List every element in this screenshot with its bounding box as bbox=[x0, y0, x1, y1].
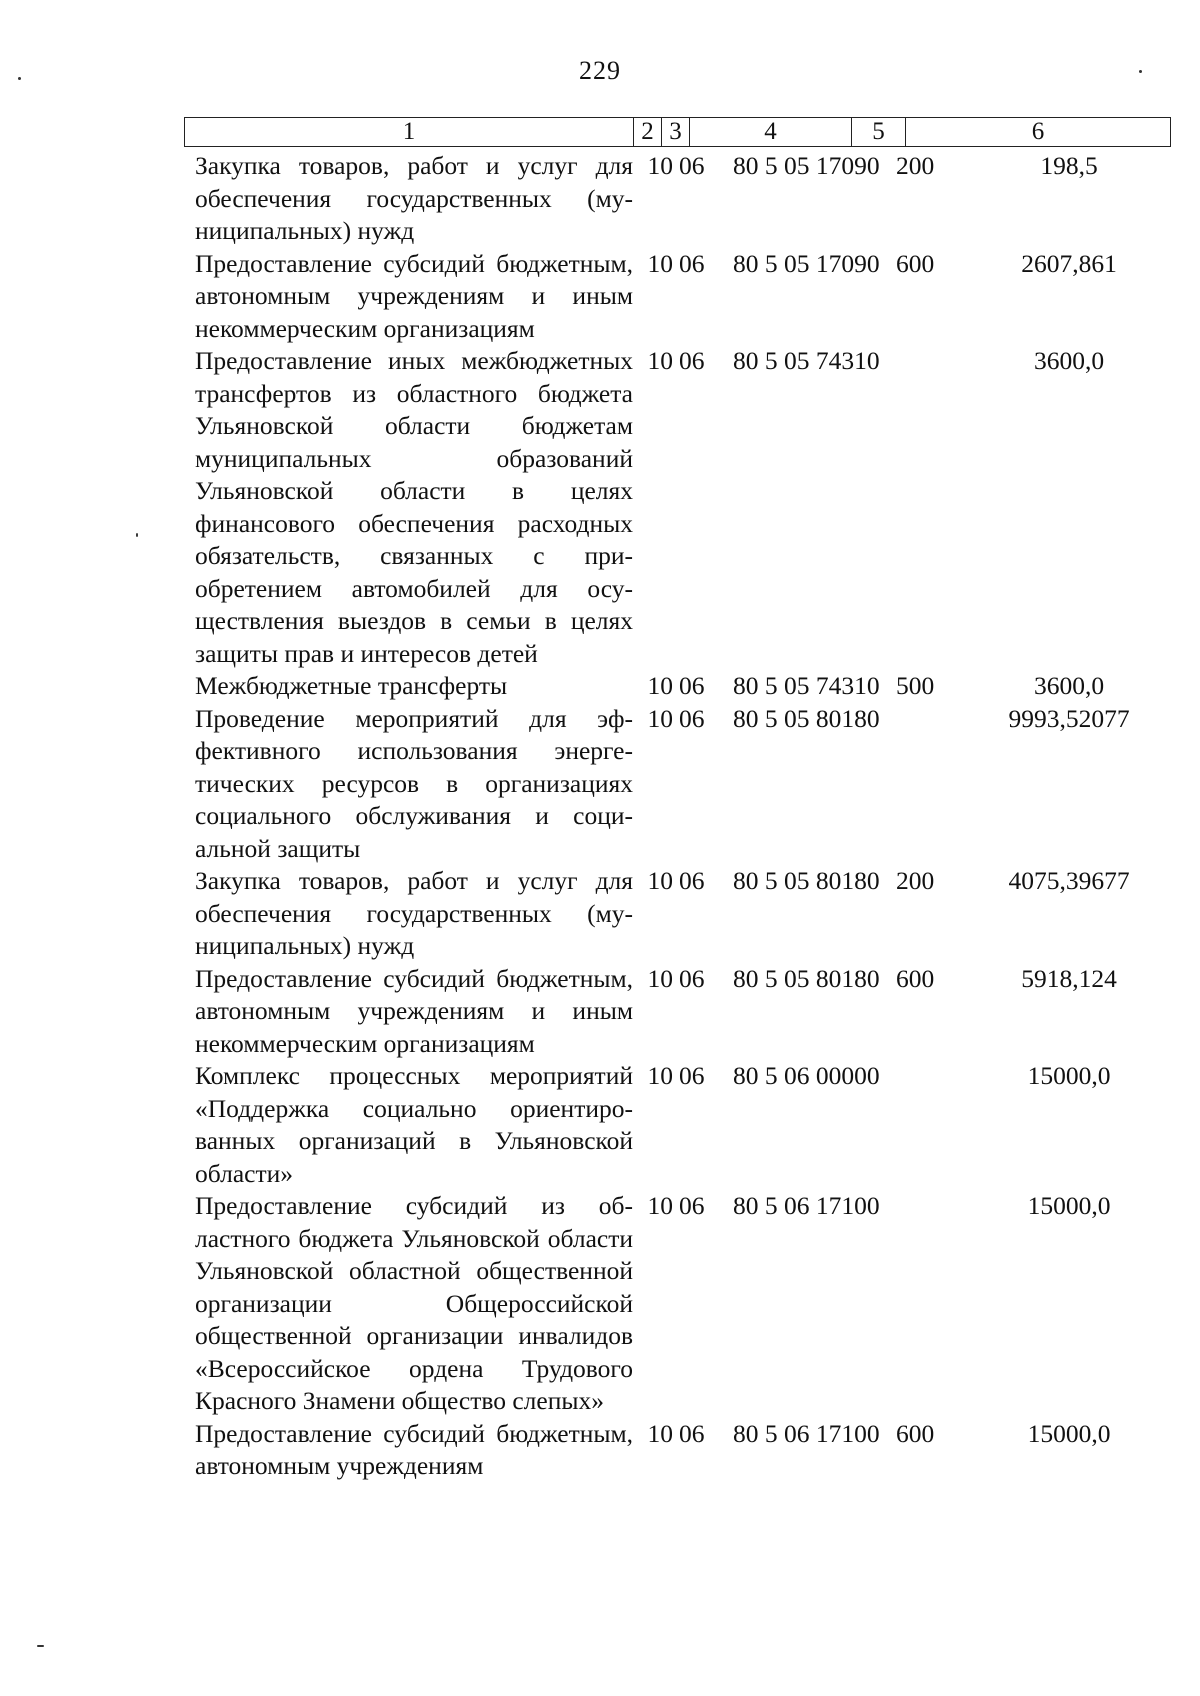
row-subsection-code: 06 bbox=[679, 1418, 705, 1448]
table-row bbox=[195, 1190, 1170, 1418]
row-target-code: 80 5 06 17100 bbox=[733, 1191, 880, 1220]
row-amount: 198,5 bbox=[1040, 151, 1098, 180]
row-section-code: 10 bbox=[647, 866, 673, 895]
row-amount: 4075,39677 bbox=[1008, 866, 1130, 895]
row-target-code: 80 5 05 80180 bbox=[733, 866, 880, 895]
row-expense-type: 600 bbox=[896, 248, 935, 278]
row-name: Закупка товаров, работ и услуг для обеспечения государственных (муниципальных) нужд bbox=[195, 151, 633, 245]
column-header-row bbox=[185, 118, 1171, 147]
row-section-code: 10 bbox=[647, 1061, 673, 1090]
row-name: Межбюджетные трансферты bbox=[195, 671, 508, 700]
scan-speck bbox=[18, 77, 21, 80]
column-header-3: 3 bbox=[662, 118, 690, 147]
row-section-code: 10 bbox=[647, 963, 673, 993]
table-row bbox=[195, 963, 1170, 1061]
row-expense-type: 200 bbox=[896, 866, 935, 895]
scan-speck bbox=[1139, 70, 1142, 73]
table-row bbox=[195, 248, 1170, 346]
column-header-table bbox=[184, 117, 1171, 147]
column-header-6: 6 bbox=[906, 118, 1171, 147]
column-header-4: 4 bbox=[690, 118, 852, 147]
row-amount: 15000,0 bbox=[1027, 1061, 1111, 1090]
row-target-code: 80 5 05 17090 bbox=[733, 248, 880, 278]
row-target-code: 80 5 06 17100 bbox=[733, 1418, 880, 1448]
table-row bbox=[195, 345, 1170, 670]
row-section-code: 10 bbox=[647, 1418, 673, 1448]
table-row bbox=[195, 703, 1170, 866]
column-header-1: 1 bbox=[185, 118, 634, 147]
budget-table-body bbox=[195, 150, 1170, 1483]
row-name: Предоставление субсидий бюджетным, автономным учреждениям bbox=[195, 1418, 633, 1480]
row-expense-type: 200 bbox=[896, 151, 935, 180]
row-name: Предоставление субсидий из областного бюджета Ульяновской области Ульяновской областной общественной организации Общероссийской общественной организации инвалидов «Всероссийское ордена Трудового Красного Знамени общество слепых» bbox=[195, 1191, 633, 1415]
row-expense-type: 600 bbox=[896, 1418, 935, 1448]
row-target-code: 80 5 05 80180 bbox=[733, 703, 880, 733]
row-target-code: 80 5 05 74310 bbox=[733, 346, 880, 375]
row-amount: 15000,0 bbox=[1027, 1418, 1111, 1448]
scan-speck bbox=[37, 1645, 44, 1647]
row-amount: 2607,861 bbox=[1021, 248, 1117, 278]
table-row bbox=[195, 1060, 1170, 1190]
row-target-code: 80 5 05 74310 bbox=[733, 671, 880, 700]
row-section-code: 10 bbox=[647, 248, 673, 278]
row-section-code: 10 bbox=[647, 671, 673, 700]
row-name: Комплекс процессных мероприятий «Поддержка социально ориентированных организаций в Ульяновской области» bbox=[195, 1061, 633, 1188]
row-expense-type: 600 bbox=[896, 963, 935, 993]
scan-speck bbox=[136, 533, 138, 537]
table-row bbox=[195, 670, 1170, 703]
row-target-code: 80 5 05 80180 bbox=[733, 963, 880, 993]
table-row bbox=[195, 1418, 1170, 1483]
row-section-code: 10 bbox=[647, 151, 673, 180]
row-name: Предоставление субсидий бюджетным, автономным учреждениям и иным некоммерческим организациям bbox=[195, 248, 633, 343]
row-name: Проведение мероприятий для эффективного использования энергетических ресурсов в организациях социального обслуживания и социальной защиты bbox=[195, 703, 633, 863]
row-subsection-code: 06 bbox=[679, 248, 705, 278]
row-subsection-code: 06 bbox=[679, 703, 705, 733]
row-target-code: 80 5 06 00000 bbox=[733, 1061, 880, 1090]
row-subsection-code: 06 bbox=[679, 963, 705, 993]
column-header-5: 5 bbox=[852, 118, 906, 147]
row-section-code: 10 bbox=[647, 703, 673, 733]
row-subsection-code: 06 bbox=[679, 671, 705, 700]
row-expense-type: 500 bbox=[896, 671, 935, 700]
table-row bbox=[195, 865, 1170, 963]
row-section-code: 10 bbox=[647, 346, 673, 375]
row-subsection-code: 06 bbox=[679, 1061, 705, 1090]
row-name: Предоставление иных межбюджетных трансфертов из областного бюджета Ульяновской области бюджетам муниципальных образований Ульяновской области в целях финансового обеспечения расходных обязательств, связанных с приобретением автомобилей для осуществления выездов в семьи в целях защиты прав и интересов детей bbox=[195, 346, 633, 668]
row-subsection-code: 06 bbox=[679, 866, 705, 895]
row-amount: 3600,0 bbox=[1033, 671, 1105, 700]
row-name: Закупка товаров, работ и услуг для обеспечения государственных (муниципальных) нужд bbox=[195, 866, 633, 960]
row-subsection-code: 06 bbox=[679, 1191, 705, 1220]
row-amount: 9993,52077 bbox=[1008, 703, 1130, 733]
row-name: Предоставление субсидий бюджетным, автономным учреждениям и иным некоммерческим организациям bbox=[195, 963, 633, 1058]
row-amount: 3600,0 bbox=[1033, 346, 1105, 375]
row-subsection-code: 06 bbox=[679, 346, 705, 375]
row-amount: 15000,0 bbox=[1027, 1191, 1111, 1220]
page-number: 229 bbox=[579, 56, 621, 85]
row-target-code: 80 5 05 17090 bbox=[733, 151, 880, 180]
column-header-2: 2 bbox=[634, 118, 662, 147]
row-subsection-code: 06 bbox=[679, 151, 705, 180]
row-section-code: 10 bbox=[647, 1191, 673, 1220]
row-amount: 5918,124 bbox=[1021, 963, 1117, 993]
table-row bbox=[195, 150, 1170, 248]
